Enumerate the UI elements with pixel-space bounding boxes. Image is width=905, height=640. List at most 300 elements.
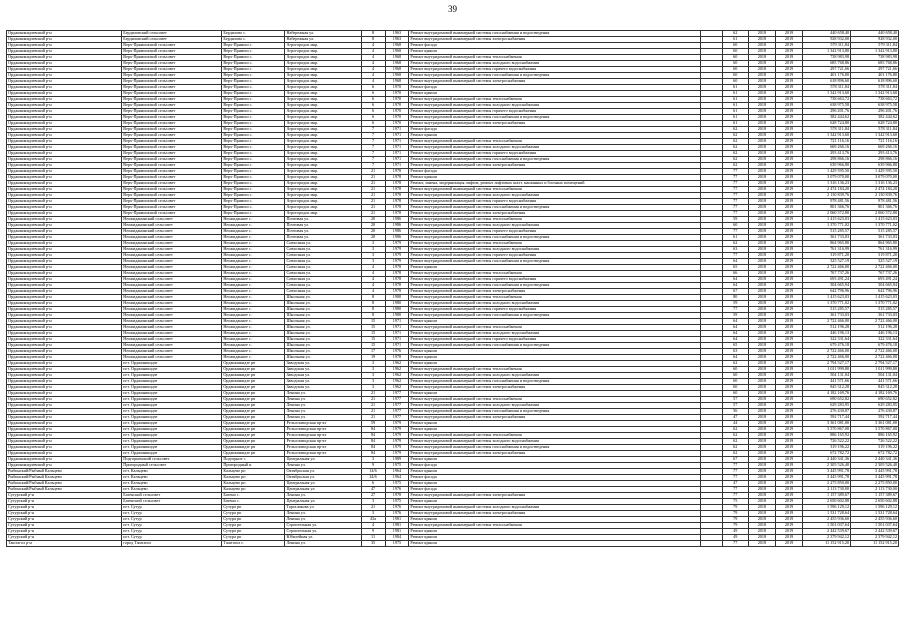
cell-year: 1978 (385, 277, 409, 283)
cell-municipality: пгт. Орджоникидзе (122, 433, 222, 439)
cell-settlement: Неожиданное с. (222, 277, 285, 283)
cell-year: 1986 (385, 217, 409, 223)
cell-wear: 79 (722, 505, 748, 511)
cell-plan-end: 2019 (775, 259, 802, 265)
cell-wear: 66 (722, 271, 748, 277)
cell-street: Агрогородок мкр. (285, 139, 361, 145)
cell-year: 1980 (385, 313, 409, 319)
cell-cost-max: 304 665,94 (851, 283, 899, 289)
cell-wear: 60 (722, 79, 748, 85)
cell-cost-max: 669 266,16 (851, 145, 899, 151)
cell-house: 17 (361, 349, 385, 355)
cell-cost-max: 2 650 602,88 (851, 499, 899, 505)
cell-house: 21 (361, 505, 385, 511)
cell-settlement: Бердилово с. (222, 31, 285, 37)
cell-plan-start: 2018 (748, 241, 775, 247)
cell-work-type: Ремонт внутридомовой инженерной системы холодного водоснабжения (409, 439, 701, 445)
cell-municipality: Верх-Прямошский сельсовет (122, 61, 222, 67)
cell-plan-end: 2019 (775, 307, 802, 313)
cell-wear: 60 (722, 367, 748, 373)
cell-municipality: пгт. Орджоникидзе (122, 385, 222, 391)
cell-work-type: Ремонт внутридомовой инженерной системы горячего водоснабжения (409, 199, 701, 205)
cell-year: 1984 (385, 535, 409, 541)
cell-district: Орджоникидзевский р-н (7, 301, 122, 307)
cell-street: Агрогородок мкр. (285, 73, 361, 79)
cell-wear: 57 (722, 397, 748, 403)
cell-street: Набережная ул. (285, 31, 361, 37)
cell-municipality: пгт. Сутур (122, 511, 222, 517)
cell-cost-total: 928 932,00 (803, 37, 851, 43)
cell-municipality: пгт. Орджоникидзе (122, 403, 222, 409)
cell-year: 1971 (385, 139, 409, 145)
cell-settlement: Верх-Прямош с. (222, 79, 285, 85)
cell-cost-total: 618 896,60 (803, 79, 851, 85)
cell-cost-max: 629 283,95 (851, 403, 899, 409)
cell-district: Орджоникидзевский р-н (7, 295, 122, 301)
cell-wear: 62 (722, 241, 748, 247)
cell-work-type: Ремонт внутридомовой инженерной системы газоснабжения и водоотведения (409, 157, 701, 163)
cell-year: 1981 (385, 529, 409, 535)
cell-settlement: Неожиданное с. (222, 223, 285, 229)
table-row (7, 97, 899, 103)
cell-cost-max: 618 896,60 (851, 79, 899, 85)
cell-cost-total: 1 596 129,12 (803, 505, 851, 511)
cell-municipality: Неожиданинский сельсовет (122, 331, 222, 337)
cell-plan-end: 2019 (775, 433, 802, 439)
cell-wear: 79 (722, 511, 748, 517)
cell-year: 1977 (385, 409, 409, 415)
cell-municipality: пгт. Орджоникидзе (122, 373, 222, 379)
cell-blank (700, 541, 722, 547)
cell-district: Орджоникидзевский р-н (7, 97, 122, 103)
cell-year: 1970 (385, 97, 409, 103)
cell-district: Орджоникидзевский р-н (7, 37, 122, 43)
cell-district: Орджоникидзевский р-н (7, 115, 122, 121)
cell-cost-total: 886 165,92 (803, 433, 851, 439)
cell-cost-max: 886 165,92 (851, 433, 899, 439)
cell-settlement: Неожиданное с. (222, 349, 285, 355)
cell-house: 4 (361, 67, 385, 73)
cell-work-type: Ремонт внутридомовой инженерной системы газоснабжения и водоотведения (409, 259, 701, 265)
cell-settlement: Кальцево рп (222, 487, 285, 493)
cell-house: 4 (361, 43, 385, 49)
cell-district: Орджоникидзевский р-н (7, 445, 122, 451)
cell-cost-max: 325 527,19 (851, 259, 899, 265)
cell-work-type: Ремонт внутридомовой инженерной системы теплоснабжения (409, 523, 701, 529)
cell-house: 7 (361, 151, 385, 157)
cell-plan-start: 2018 (748, 271, 775, 277)
cell-work-type: Ремонт крыши (409, 499, 701, 505)
cell-municipality: Неожиданинский сельсовет (122, 223, 222, 229)
cell-work-type: Ремонт внутридомовой инженерной системы газоснабжения и водоотведения (409, 73, 701, 79)
cell-plan-end: 2019 (775, 457, 802, 463)
cell-municipality: пгт. Орджоникидзе (122, 451, 222, 457)
cell-year: 1970 (385, 91, 409, 97)
cell-plan-start: 2018 (748, 187, 775, 193)
cell-cost-max: 1 501 037,64 (851, 523, 899, 529)
cell-settlement: Верх-Прямош с. (222, 49, 285, 55)
cell-wear: 61 (722, 97, 748, 103)
cell-cost-max: 693 491,24 (851, 277, 899, 283)
cell-district: Рыбинский/Рыбный Кальцево (7, 487, 122, 493)
table-row (7, 511, 899, 517)
cell-municipality: Верх-Прямошский сельсовет (122, 97, 222, 103)
cell-year: 1962 (385, 361, 409, 367)
cell-cost-max: 679 476,18 (851, 343, 899, 349)
cell-cost-total: 2 442 539,67 (803, 529, 851, 535)
cell-municipality: Верх-Прямошский сельсовет (122, 55, 222, 61)
cell-plan-end: 2019 (775, 79, 802, 85)
cell-cost-max: 515 285,57 (851, 229, 899, 235)
cell-work-type: Ремонт внутридомовой инженерной системы газоснабжения и водоотведения (409, 115, 701, 121)
cell-cost-max: 446 196,13 (851, 331, 899, 337)
cell-cost-max: 3 570 867,00 (851, 427, 899, 433)
cell-street: Агрогородок мкр. (285, 79, 361, 85)
cell-cost-max: 1 415 623,03 (851, 295, 899, 301)
cell-settlement: Кальцево рп (222, 475, 285, 481)
cell-settlement: Орджоникидзе рп (222, 427, 285, 433)
cell-cost-total: 276 430,87 (803, 409, 851, 415)
cell-municipality: Неожиданинский сельсовет (122, 343, 222, 349)
cell-street: Таргаликова ул. (285, 505, 361, 511)
cell-house: 8 (361, 31, 385, 37)
cell-year: 1978 (385, 181, 409, 187)
cell-cost-total: 3 570 867,00 (803, 427, 851, 433)
cell-plan-end: 2019 (775, 289, 802, 295)
cell-plan-end: 2019 (775, 445, 802, 451)
cell-year: 1981 (385, 523, 409, 529)
cell-wear: 77 (722, 469, 748, 475)
cell-plan-end: 2019 (775, 151, 802, 157)
cell-house: 27 (361, 493, 385, 499)
cell-street: Агрогородок мкр. (285, 187, 361, 193)
cell-settlement: Верх-Прямош с. (222, 199, 285, 205)
cell-settlement: Неожиданное с. (222, 217, 285, 223)
cell-year: 1979 (385, 433, 409, 439)
cell-street: Агрогородок мкр. (285, 211, 361, 217)
cell-wear: 60 (722, 43, 748, 49)
cell-year: 1971 (385, 343, 409, 349)
cell-municipality: Верх-Прямошский сельсовет (122, 169, 222, 175)
cell-municipality: Пригородный сельсовет (122, 463, 222, 469)
cell-district: Орджоникидзевский р-н (7, 391, 122, 397)
cell-wear: 62 (722, 31, 748, 37)
cell-cost-max: 504 131,04 (851, 373, 899, 379)
cell-wear: 62 (722, 151, 748, 157)
cell-house: 19 (361, 355, 385, 361)
cell-settlement: Сутура рп (222, 511, 285, 517)
cell-year: 1971 (385, 157, 409, 163)
cell-settlement: Неожиданное с. (222, 265, 285, 271)
cell-work-type: Ремонт внутридомовой инженерной системы электроснабжения (409, 211, 701, 217)
cell-settlement: Верх-Прямош с. (222, 157, 285, 163)
cell-municipality: Неожиданинский сельсовет (122, 325, 222, 331)
cell-cost-max: 690 652,82 (851, 397, 899, 403)
cell-house: 21 (361, 415, 385, 421)
cell-municipality: Неожиданинский сельсовет (122, 259, 222, 265)
cell-street: Агрогородок мкр. (285, 181, 361, 187)
cell-district: Орджоникидзевский р-н (7, 367, 122, 373)
cell-plan-start: 2018 (748, 43, 775, 49)
cell-year: 1978 (385, 205, 409, 211)
cell-cost-total: 679 476,18 (803, 343, 851, 349)
cell-cost-total: 2 275 850,00 (803, 481, 851, 487)
cell-street: Совхозная ул. (285, 283, 361, 289)
cell-cost-max: 578 311,84 (851, 85, 899, 91)
cell-work-type: Ремонт внутридомовой инженерной системы холодного водоснабжения (409, 103, 701, 109)
cell-district: Орджоникидзевский р-н (7, 427, 122, 433)
cell-work-type: Ремонт внутридомовой инженерной системы теплоснабжения (409, 97, 701, 103)
cell-street: Совхозная ул. (285, 265, 361, 271)
cell-district: Орджоникидзевский р-н (7, 283, 122, 289)
cell-plan-start: 2018 (748, 433, 775, 439)
cell-cost-total: 1 429 595,50 (803, 169, 851, 175)
cell-street: Заводская ул. (285, 373, 361, 379)
cell-plan-start: 2018 (748, 397, 775, 403)
cell-wear: 59 (722, 217, 748, 223)
cell-plan-start: 2018 (748, 205, 775, 211)
cell-street: Школьная ул. (285, 331, 361, 337)
cell-work-type: Ремонт внутридомовой инженерной системы холодного водоснабжения (409, 505, 701, 511)
cell-wear: 60 (722, 379, 748, 385)
cell-house: 21 (361, 391, 385, 397)
cell-house: 21 (361, 187, 385, 193)
cell-cost-total: 2 379 942,12 (803, 535, 851, 541)
cell-district: Сутурский р-н (7, 499, 122, 505)
cell-house: 84 (361, 451, 385, 457)
cell-municipality: Верх-Прямошский сельсовет (122, 115, 222, 121)
cell-year: 1970 (385, 121, 409, 127)
cell-plan-end: 2019 (775, 301, 802, 307)
cell-year: 1981 (385, 517, 409, 523)
cell-plan-end: 2019 (775, 379, 802, 385)
table-row (7, 31, 899, 37)
cell-district: Орджоникидзевский р-н (7, 259, 122, 265)
cell-municipality: Верх-Прямошский сельсовет (122, 157, 222, 163)
cell-cost-total: 1 370 771,02 (803, 223, 851, 229)
cell-year: 1971 (385, 145, 409, 151)
cell-street: Совхозная ул. (285, 289, 361, 295)
cell-year: 1979 (385, 421, 409, 427)
cell-district: Орджоникидзевский р-н (7, 55, 122, 61)
cell-district: Орджоникидзевский р-н (7, 439, 122, 445)
cell-cost-total: 690 652,82 (803, 397, 851, 403)
cell-year: 1964 (385, 475, 409, 481)
cell-district: Орджоникидзевский р-н (7, 361, 122, 367)
cell-plan-start: 2018 (748, 403, 775, 409)
cell-district: Орджоникидзевский р-н (7, 211, 122, 217)
cell-house: 21 (361, 175, 385, 181)
cell-cost-max: 579 311,84 (851, 43, 899, 49)
cell-work-type: Ремонт крыши (409, 133, 701, 139)
cell-cost-total: 2 474 184,20 (803, 187, 851, 193)
cell-district: Орджоникидзевский р-н (7, 199, 122, 205)
cell-plan-start: 2018 (748, 49, 775, 55)
cell-house: 43а (361, 517, 385, 523)
cell-house: 8 (361, 313, 385, 319)
cell-year: 1971 (385, 133, 409, 139)
cell-cost-total: 2 722 466,00 (803, 355, 851, 361)
cell-wear: 75 (722, 499, 748, 505)
cell-municipality: Верх-Прямошский сельсовет (122, 145, 222, 151)
cell-municipality: пгт. Кальцево (122, 475, 222, 481)
table-row (7, 193, 899, 199)
table-row (7, 109, 899, 115)
cell-cost-total: 4 182 169,76 (803, 391, 851, 397)
cell-work-type: Ремонт крыши (409, 49, 701, 55)
cell-street: Октябрьская ул. (285, 469, 361, 475)
cell-cost-max: 978 481,56 (851, 199, 899, 205)
cell-work-type: Ремонт фасада (409, 169, 701, 175)
cell-street: Школьная ул. (285, 343, 361, 349)
cell-cost-max: 578 311,84 (851, 127, 899, 133)
cell-year: 1978 (385, 289, 409, 295)
cell-plan-start: 2018 (748, 85, 775, 91)
cell-cost-max: 293 413,76 (851, 151, 899, 157)
cell-cost-total: 2 722 466,00 (803, 265, 851, 271)
cell-settlement: Верх-Прямош с. (222, 121, 285, 127)
cell-municipality: Неожиданинский сельсовет (122, 349, 222, 355)
cell-plan-start: 2018 (748, 415, 775, 421)
cell-cost-total: 1 011 999,80 (803, 367, 851, 373)
cell-street: Агрогородок мкр. (285, 145, 361, 151)
cell-plan-end: 2019 (775, 181, 802, 187)
cell-cost-total: 845 312,28 (803, 385, 851, 391)
page-number: 39 (448, 4, 457, 14)
cell-cost-total: 1 157 389,67 (803, 493, 851, 499)
cell-wear: 77 (722, 199, 748, 205)
cell-street: Ленина ул. (285, 493, 361, 499)
cell-district: Орджоникидзевский р-н (7, 307, 122, 313)
cell-district: Орджоникидзевский р-н (7, 421, 122, 427)
cell-house: 21 (361, 193, 385, 199)
cell-work-type: Ремонт внутридомовой инженерной системы теплоснабжения (409, 367, 701, 373)
cell-house: 3 (361, 379, 385, 385)
cell-district: Орджоникидзевский р-н (7, 43, 122, 49)
cell-street: Рельсозаводская пр-кт (285, 451, 361, 457)
cell-plan-start: 2018 (748, 97, 775, 103)
cell-cost-max: 2 474 184,20 (851, 187, 899, 193)
cell-plan-start: 2018 (748, 115, 775, 121)
cell-district: Орджоникидзевский р-н (7, 409, 122, 415)
cell-cost-max: 738 983,98 (851, 55, 899, 61)
cell-house: 15 (361, 319, 385, 325)
cell-year: 1979 (385, 451, 409, 457)
cell-plan-end: 2019 (775, 163, 802, 169)
cell-plan-end: 2019 (775, 325, 802, 331)
cell-year: 1978 (385, 199, 409, 205)
cell-work-type: Ремонт внутридомовой инженерной системы теплоснабжения (409, 433, 701, 439)
cell-cost-total: 693 491,24 (803, 277, 851, 283)
cell-municipality: Верх-Прямошский сельсовет (122, 73, 222, 79)
cell-cost-max: 361 733,03 (851, 235, 899, 241)
cell-cost-total: 515 285,57 (803, 229, 851, 235)
cell-cost-total: 1 370 771,02 (803, 301, 851, 307)
cell-cost-max: 2 722 466,00 (851, 265, 899, 271)
cell-plan-start: 2018 (748, 283, 775, 289)
cell-municipality: город Таштагол (122, 541, 222, 547)
cell-settlement: Орджоникидзе рп (222, 451, 285, 457)
cell-work-type: Ремонт внутридомовой инженерной системы газоснабжения и водоотведения (409, 409, 701, 415)
cell-settlement: Сутура рп (222, 523, 285, 529)
cell-street: Юбилейная ул. (285, 535, 361, 541)
cell-work-type: Ремонт внутридомовой инженерной системы теплоснабжения (409, 187, 701, 193)
cell-cost-total: 579 311,84 (803, 43, 851, 49)
cell-cost-max: 2 455 936,60 (851, 517, 899, 523)
cell-plan-start: 2018 (748, 151, 775, 157)
cell-house: 3 (361, 241, 385, 247)
cell-year: 1980 (385, 307, 409, 313)
cell-street: Агрогородок мкр. (285, 109, 361, 115)
cell-plan-end: 2019 (775, 157, 802, 163)
cell-cost-total: 293 413,76 (803, 151, 851, 157)
cell-street: Центральная ул. (285, 457, 361, 463)
cell-wear: 77 (722, 187, 748, 193)
cell-plan-end: 2019 (775, 127, 802, 133)
cell-plan-end: 2019 (775, 235, 802, 241)
cell-house: 20 (361, 217, 385, 223)
cell-plan-end: 2019 (775, 73, 802, 79)
cell-district: Орджоникидзевский р-н (7, 103, 122, 109)
cell-wear: 77 (722, 181, 748, 187)
cell-municipality: Неожиданинский сельсовет (122, 229, 222, 235)
cell-settlement: Орджоникидзе рп (222, 391, 285, 397)
cell-cost-total: 638 975,58 (803, 103, 851, 109)
cell-settlement: Кальцево рп (222, 481, 285, 487)
cell-settlement: Неожиданное с. (222, 271, 285, 277)
cell-cost-max: 2 130 839,76 (851, 193, 899, 199)
cell-cost-total: 639 966,80 (803, 163, 851, 169)
cell-year: 1962 (385, 367, 409, 373)
cell-street: Агрогородок мкр. (285, 199, 361, 205)
cell-wear: 61 (722, 109, 748, 115)
cell-year: 1968 (385, 49, 409, 55)
cell-district: Орджоникидзевский р-н (7, 379, 122, 385)
cell-work-type: Ремонт внутридомовой инженерной системы газоснабжения и водоотведения (409, 31, 701, 37)
cell-district: Орджоникидзевский р-н (7, 85, 122, 91)
cell-cost-total: 685 768,86 (803, 61, 851, 67)
cell-municipality: Верх-Прямошский сельсовет (122, 181, 222, 187)
cell-settlement: Неожиданное с. (222, 229, 285, 235)
cell-house: 15 (361, 331, 385, 337)
cell-district: Таштагол р-н (7, 541, 122, 547)
cell-district: Орджоникидзевский р-н (7, 67, 122, 73)
cell-plan-end: 2019 (775, 361, 802, 367)
cell-plan-end: 2019 (775, 265, 802, 271)
cell-street: Агрогородок мкр. (285, 61, 361, 67)
cell-settlement: Бердилово с. (222, 37, 285, 43)
cell-street: Ленина ул. (285, 517, 361, 523)
cell-plan-end: 2019 (775, 505, 802, 511)
cell-settlement: Орджоникидзе рп (222, 373, 285, 379)
cell-plan-start: 2018 (748, 73, 775, 79)
cell-cost-total: 512 196,28 (803, 325, 851, 331)
cell-cost-max: 928 932,00 (851, 37, 899, 43)
cell-year: 1970 (385, 85, 409, 91)
cell-plan-start: 2018 (748, 361, 775, 367)
cell-street: Ленина ул. (285, 397, 361, 403)
cell-cost-max: 319 196,22 (851, 445, 899, 451)
cell-municipality: Верх-Прямошский сельсовет (122, 79, 222, 85)
cell-cost-max: 512 196,28 (851, 325, 899, 331)
cell-year: 1971 (385, 163, 409, 169)
cell-district: Сутурский р-н (7, 529, 122, 535)
cell-plan-start: 2018 (748, 175, 775, 181)
cell-street: Набережная ул. (285, 37, 361, 43)
cell-district: Орджоникидзевский р-н (7, 337, 122, 343)
cell-district: Орджоникидзевский р-н (7, 373, 122, 379)
cell-wear: 64 (722, 331, 748, 337)
